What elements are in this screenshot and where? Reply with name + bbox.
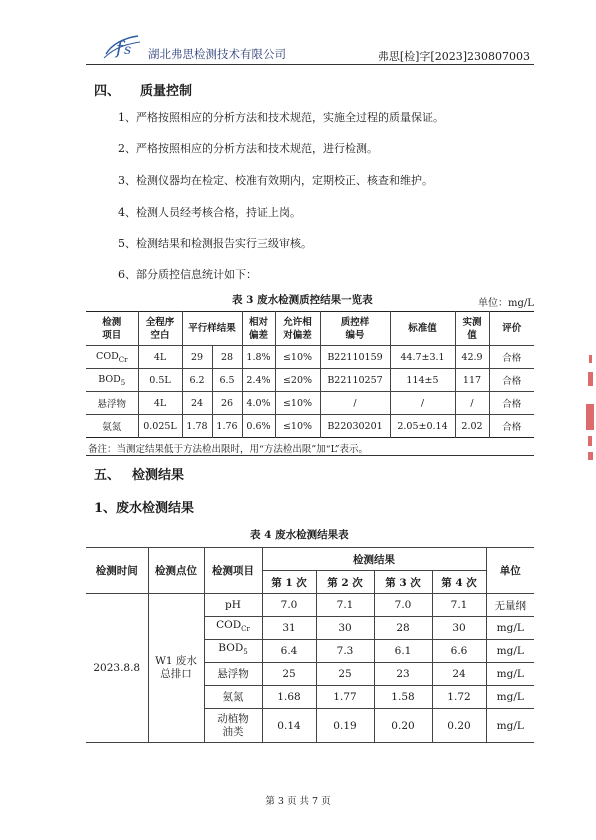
table3-measured-cell: / bbox=[455, 392, 489, 415]
table3-item-cell bbox=[86, 415, 138, 438]
table3-row bbox=[86, 415, 534, 438]
table4-item-cell bbox=[204, 594, 262, 617]
table4-item-cell-subscript: Cr bbox=[241, 625, 250, 634]
section4-title: 质量控制 bbox=[140, 84, 193, 99]
table4-value-cell: 1.68 bbox=[262, 686, 316, 709]
seal-stamp-edge bbox=[589, 355, 592, 363]
table4-value-cell: 0.20 bbox=[374, 709, 432, 743]
table3-eval-cell: 合格 bbox=[489, 392, 534, 415]
table4-value-cell: 6.4 bbox=[262, 640, 316, 663]
table3-qc-id-cell: B22030201 bbox=[320, 415, 390, 438]
table3-std-cell: 114±5 bbox=[390, 369, 455, 392]
table3-item-cell-subscript: 5 bbox=[120, 378, 126, 387]
table4-value-cell: 6.6 bbox=[432, 640, 486, 663]
table4-value-cell: 0.19 bbox=[316, 709, 374, 743]
table3-item-cell bbox=[86, 369, 138, 392]
table4-header-run: 第 4 次 bbox=[432, 571, 486, 594]
qc-item-1: 1、严格按照相应的分析方法和技术规范，实施全过程的质量保证。 bbox=[118, 111, 444, 124]
table3-header-cell: 实测 值 bbox=[455, 312, 489, 346]
table3-qc-id-cell: B22110257 bbox=[320, 369, 390, 392]
table4-value-cell: 25 bbox=[262, 663, 316, 686]
table3-header-cell: 全程序 空白 bbox=[138, 312, 182, 346]
svg-text:f: f bbox=[116, 38, 123, 59]
table4-item-cell-text: COD bbox=[216, 619, 242, 632]
table3-item-cell-text: BOD bbox=[98, 373, 121, 385]
seal-stamp-edge bbox=[586, 404, 594, 430]
table4-header-time: 检测时间 bbox=[86, 548, 148, 594]
table3-row bbox=[86, 369, 534, 392]
table4-value-cell: 28 bbox=[374, 617, 432, 640]
table3-std-cell: 2.05±0.14 bbox=[390, 415, 455, 438]
table3-rel-dev-cell: 4.0% bbox=[242, 392, 275, 415]
table3-blank-cell: 4L bbox=[138, 392, 182, 415]
table4-item-cell-text: 氨氮 bbox=[222, 690, 244, 703]
company-name: 湖北弗思检测技术有限公司 bbox=[148, 47, 286, 61]
table3-allowed-dev-cell: ≤10% bbox=[275, 392, 320, 415]
wastewater-results-table bbox=[86, 547, 534, 743]
table3-eval-cell: 合格 bbox=[489, 369, 534, 392]
table3-header-cell: 标准值 bbox=[390, 312, 455, 346]
table3-header-row bbox=[86, 312, 534, 346]
section-divider bbox=[86, 455, 534, 456]
seal-stamp-edge bbox=[588, 372, 593, 386]
table3-parallel-cell: 24 bbox=[182, 392, 212, 415]
table4-value-cell: 23 bbox=[374, 663, 432, 686]
table3-parallel-cell: 28 bbox=[212, 346, 242, 369]
table3-rel-dev-cell: 2.4% bbox=[242, 369, 275, 392]
table4-header-point: 检测点位 bbox=[148, 548, 204, 594]
qc-item-5: 5、检测结果和检测报告实行三级审核。 bbox=[118, 237, 312, 250]
table4-value-cell: 0.20 bbox=[432, 709, 486, 743]
table4-item-cell-text: BOD bbox=[218, 642, 244, 655]
table4-unit-cell: mg/L bbox=[486, 686, 534, 709]
qc-results-table bbox=[86, 311, 534, 438]
table3-row bbox=[86, 346, 534, 369]
table3-header-cell: 质控样 编号 bbox=[320, 312, 390, 346]
table4-header-item: 检测项目 bbox=[204, 548, 262, 594]
table3-rel-dev-cell: 0.6% bbox=[242, 415, 275, 438]
table3-allowed-dev-cell: ≤10% bbox=[275, 346, 320, 369]
table4-value-cell: 25 bbox=[316, 663, 374, 686]
table4-item-cell-text: pH bbox=[225, 598, 241, 611]
table4-value-cell: 1.77 bbox=[316, 686, 374, 709]
table4-value-cell: 1.72 bbox=[432, 686, 486, 709]
table3-eval-cell: 合格 bbox=[489, 346, 534, 369]
table4-unit-cell: mg/L bbox=[486, 663, 534, 686]
table4-value-cell: 7.3 bbox=[316, 640, 374, 663]
table4-header-run: 第 1 次 bbox=[262, 571, 316, 594]
table4-unit-cell: mg/L bbox=[486, 709, 534, 743]
table3-std-cell: 44.7±3.1 bbox=[390, 346, 455, 369]
seal-stamp-edge bbox=[588, 436, 592, 446]
seal-stamp-edge bbox=[588, 452, 593, 460]
company-logo-icon bbox=[102, 30, 142, 62]
svg-text:s: s bbox=[124, 42, 132, 58]
table4-item-cell bbox=[204, 640, 262, 663]
table4-value-cell: 6.1 bbox=[374, 640, 432, 663]
table4-header-run: 第 2 次 bbox=[316, 571, 374, 594]
table3-item-cell-subscript: Cr bbox=[118, 355, 128, 364]
table3-allowed-dev-cell: ≤10% bbox=[275, 415, 320, 438]
table4-item-cell-subscript: 5 bbox=[243, 648, 248, 657]
table4-header-unit: 单位 bbox=[486, 548, 534, 594]
table4-item-cell bbox=[204, 617, 262, 640]
table4-value-cell: 7.1 bbox=[316, 594, 374, 617]
table3-measured-cell: 42.9 bbox=[455, 346, 489, 369]
table4-value-cell: 30 bbox=[432, 617, 486, 640]
table4-date-cell: 2023.8.8 bbox=[86, 594, 148, 743]
table3-caption: 表 3 废水检测质控结果一览表 bbox=[232, 294, 373, 306]
table4-value-cell: 7.0 bbox=[262, 594, 316, 617]
page-footer: 第 3 页 共 7 页 bbox=[265, 796, 331, 807]
table3-parallel-cell: 29 bbox=[182, 346, 212, 369]
table4-item-cell-text: 悬浮物 bbox=[217, 667, 249, 680]
table3-parallel-cell: 6.2 bbox=[182, 369, 212, 392]
table3-measured-cell: 117 bbox=[455, 369, 489, 392]
table4-row bbox=[86, 594, 534, 617]
table3-blank-cell: 4L bbox=[138, 346, 182, 369]
qc-item-6: 6、部分质控信息统计如下： bbox=[118, 268, 257, 281]
table3-item-cell-text: 悬浮物 bbox=[97, 399, 126, 410]
table3-measured-cell: 2.02 bbox=[455, 415, 489, 438]
table3-item-cell bbox=[86, 392, 138, 415]
table3-header-cell: 允许相 对偏差 bbox=[275, 312, 320, 346]
table3-allowed-dev-cell: ≤20% bbox=[275, 369, 320, 392]
table4-item-cell bbox=[204, 663, 262, 686]
table4-value-cell: 30 bbox=[316, 617, 374, 640]
table3-eval-cell: 合格 bbox=[489, 415, 534, 438]
table3-parallel-cell: 1.78 bbox=[182, 415, 212, 438]
table4-value-cell: 1.58 bbox=[374, 686, 432, 709]
qc-item-3: 3、检测仪器均在检定、校准有效期内，定期校正、核查和维护。 bbox=[118, 174, 433, 187]
table3-note: 备注：当测定结果低于方法检出限时，用“方法检出限”加“L”表示。 bbox=[88, 444, 368, 455]
table4-value-cell: 0.14 bbox=[262, 709, 316, 743]
table4-header-run: 第 3 次 bbox=[374, 571, 432, 594]
table3-parallel-cell: 26 bbox=[212, 392, 242, 415]
table4-header-result: 检测结果 bbox=[262, 548, 486, 571]
table4-header-row bbox=[86, 548, 534, 571]
table4-value-cell: 7.1 bbox=[432, 594, 486, 617]
table4-item-cell-text: 动植物 油类 bbox=[217, 712, 249, 738]
table3-header-cell: 检测 项目 bbox=[86, 312, 138, 346]
table3-item-cell bbox=[86, 346, 138, 369]
table4-caption: 表 4 废水检测结果表 bbox=[250, 529, 349, 541]
table3-blank-cell: 0.025L bbox=[138, 415, 182, 438]
table3-std-cell: / bbox=[390, 392, 455, 415]
section5-number: 五、 bbox=[94, 468, 121, 483]
table4-value-cell: 7.0 bbox=[374, 594, 432, 617]
table3-unit: 单位：mg/L bbox=[478, 298, 534, 309]
table3-rel-dev-cell: 1.8% bbox=[242, 346, 275, 369]
header-divider bbox=[86, 64, 534, 65]
qc-item-4: 4、检测人员经考核合格，持证上岗。 bbox=[118, 206, 301, 219]
table3-row bbox=[86, 392, 534, 415]
table3-qc-id-cell: / bbox=[320, 392, 390, 415]
section5-title: 检测结果 bbox=[132, 468, 185, 483]
table3-parallel-cell: 6.5 bbox=[212, 369, 242, 392]
section4-number: 四、 bbox=[94, 84, 121, 99]
qc-item-2: 2、严格按照相应的分析方法和技术规范，进行检测。 bbox=[118, 142, 378, 155]
table3-parallel-cell: 1.76 bbox=[212, 415, 242, 438]
table4-unit-cell: mg/L bbox=[486, 640, 534, 663]
table4-item-cell bbox=[204, 709, 262, 743]
table4-unit-cell: 无量纲 bbox=[486, 594, 534, 617]
table4-value-cell: 31 bbox=[262, 617, 316, 640]
table4-item-cell bbox=[204, 686, 262, 709]
table3-blank-cell: 0.5L bbox=[138, 369, 182, 392]
section5-subtitle: 1、废水检测结果 bbox=[94, 501, 195, 516]
table3-item-cell-text: COD bbox=[96, 350, 119, 362]
table3-header-cell: 平行样结果 bbox=[182, 312, 242, 346]
table3-header-cell: 相对 偏差 bbox=[242, 312, 275, 346]
table4-unit-cell: mg/L bbox=[486, 617, 534, 640]
table4-point-cell: W1 废水 总排口 bbox=[148, 594, 204, 743]
table4-value-cell: 24 bbox=[432, 663, 486, 686]
document-number: 弗思[检]字[2023]230807003 bbox=[377, 50, 530, 63]
table3-item-cell-text: 氨氮 bbox=[102, 422, 122, 433]
table3-qc-id-cell: B22110159 bbox=[320, 346, 390, 369]
table3-header-cell: 评价 bbox=[489, 312, 534, 346]
